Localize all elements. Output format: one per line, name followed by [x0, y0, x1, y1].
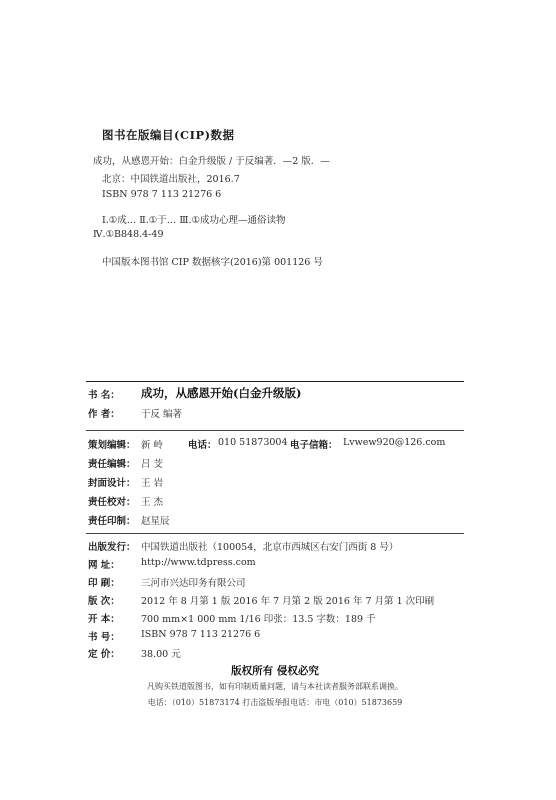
- cip-line-title: 成功，从感恩开始：白金升级版 / 于反编著．—2 版．—: [93, 156, 330, 167]
- proofreader-label: 责任校对：: [88, 497, 136, 508]
- price-value: 38.00 元: [141, 649, 181, 660]
- edition-value: 2012 年 8 月第 1 版 2016 年 7 月第 2 版 2016 年 7 月第 1 次印刷: [141, 596, 435, 607]
- copyright-notice-title: 版权所有 侵权必究: [231, 665, 319, 677]
- format-value: 700 mm×1 000 mm 1/16 印张：13.5 字数：189 千: [141, 614, 376, 625]
- website-value: http://www.tdpress.com: [141, 557, 256, 568]
- website-label: 网 址：: [88, 560, 120, 571]
- isbn-label: 书 号：: [88, 632, 120, 643]
- cover-design-value: 王 岩: [141, 478, 164, 489]
- phone-label: 电话：: [188, 440, 217, 451]
- copyright-notice-line2: 电话：（010）51873174 打击盗版举报电话：市电（010）51873659: [147, 698, 403, 707]
- phone-value: 010 51873004: [218, 437, 288, 448]
- email-value: Lvwew920@126.com: [343, 437, 446, 448]
- divider-editors: [86, 430, 464, 431]
- divider-publication: [86, 533, 464, 534]
- cip-line-classification: Ⅰ.①成… Ⅱ.①于… Ⅲ.①成功心理—通俗读物: [102, 215, 286, 226]
- cip-line-isbn: ISBN 978 7 113 21276 6: [102, 189, 222, 200]
- cip-title: 图书在版编目(CIP)数据: [102, 128, 235, 142]
- cip-line-record-number: 中国版本图书馆 CIP 数据核字(2016)第 001126 号: [102, 257, 323, 268]
- cip-line-call-number: Ⅳ.①B848.4-49: [93, 229, 164, 240]
- publisher-label: 出版发行：: [88, 542, 136, 553]
- publisher-value: 中国铁道出版社（100054，北京市西城区右安门西街 8 号）: [141, 542, 399, 553]
- responsible-editor-label: 责任编辑：: [88, 459, 136, 470]
- printer-value: 三河市兴达印务有限公司: [141, 578, 246, 589]
- format-label: 开 本：: [88, 614, 120, 625]
- email-label: 电子信箱：: [290, 440, 338, 451]
- proofreader-value: 王 杰: [141, 497, 164, 508]
- author-value: 于反 编著: [141, 409, 183, 420]
- price-label: 定 价：: [88, 649, 120, 660]
- isbn-value: ISBN 978 7 113 21276 6: [141, 629, 261, 640]
- book-title-label: 书 名：: [88, 390, 120, 401]
- copyright-notice-line1: 凡购买铁道版图书，如有印制质量问题，请与本社读者服务部联系调换。: [147, 682, 403, 691]
- planning-editor-label: 策划编辑：: [88, 440, 136, 451]
- divider-top: [86, 381, 464, 382]
- print-supervisor-label: 责任印制：: [88, 516, 136, 527]
- responsible-editor-value: 吕 芠: [141, 459, 164, 470]
- cover-design-label: 封面设计：: [88, 478, 136, 489]
- planning-editor-value: 新 岭: [141, 440, 164, 451]
- author-label: 作 者：: [88, 409, 120, 420]
- printer-label: 印 刷：: [88, 578, 120, 589]
- edition-label: 版 次：: [88, 596, 120, 607]
- book-title-value: 成功，从感恩开始(白金升级版): [141, 386, 302, 400]
- print-supervisor-value: 赵星辰: [141, 516, 170, 527]
- cip-line-publisher: 北京：中国铁道出版社，2016.7: [102, 174, 240, 185]
